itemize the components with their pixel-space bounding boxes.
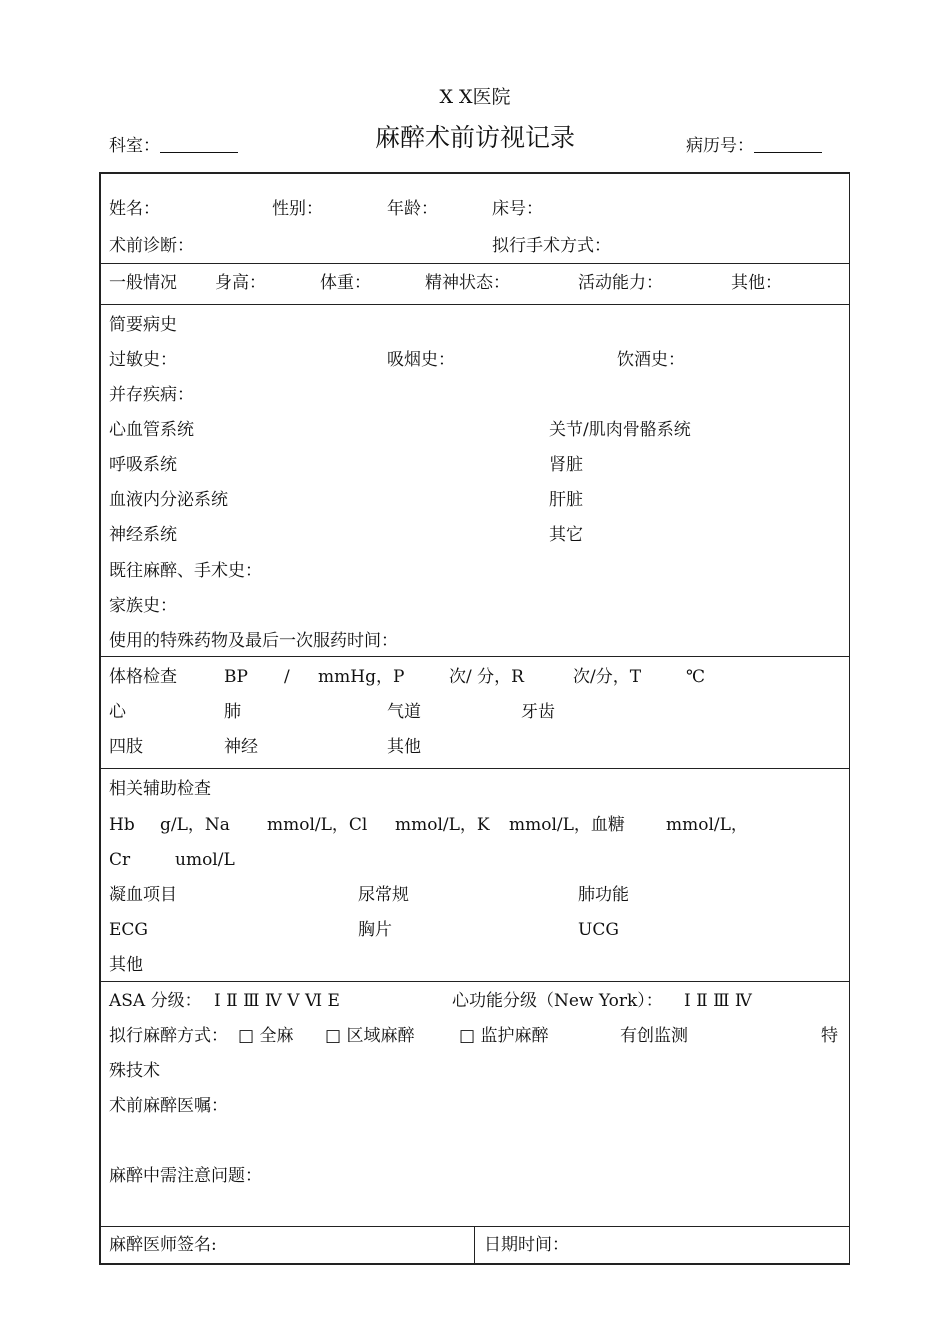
neuro-field[interactable]: 神经系统 [109, 525, 177, 545]
weight-field[interactable]: 体重： [320, 273, 371, 293]
glucose-unit-label: mmol/L， [666, 815, 748, 835]
hospital-name: X X医院 [439, 86, 511, 108]
datetime-field[interactable]: 日期时间： [484, 1235, 569, 1255]
name-field[interactable]: 姓名： [109, 199, 160, 219]
preop-orders-field[interactable]: 术前麻醉医嘱： [109, 1096, 228, 1116]
diagnosis-field[interactable]: 术前诊断： [109, 236, 194, 256]
smoking-field[interactable]: 吸烟史： [387, 350, 455, 370]
bp-label[interactable]: BP [224, 667, 248, 687]
asa-label: ASA 分级： [109, 991, 202, 1011]
exam-label: 体格检查 [109, 667, 177, 687]
teeth-field[interactable]: 牙齿 [521, 702, 555, 722]
gender-field[interactable]: 性别： [272, 199, 323, 219]
department-field[interactable] [109, 136, 238, 156]
coag-field[interactable]: 凝血项目 [109, 885, 177, 905]
airway-field[interactable]: 气道 [387, 702, 421, 722]
invasive-monitoring-label[interactable]: 有创监测 [620, 1026, 688, 1046]
mmhg-pulse-label[interactable]: mmHg，P [318, 667, 405, 687]
intraop-notes-field[interactable]: 麻醉中需注意问题： [109, 1166, 262, 1186]
cr-label[interactable]: Cr [109, 850, 131, 870]
record-number-label: 病历号： [686, 136, 754, 156]
prev-anesthesia-field[interactable]: 既往麻醉、手术史： [109, 561, 262, 581]
lung-field[interactable]: 肺 [224, 702, 241, 722]
kidney-field[interactable]: 肾脏 [549, 455, 583, 475]
pulse-unit-label[interactable]: 次/ 分，R [449, 667, 524, 687]
record-number-field[interactable] [686, 136, 822, 156]
lung-function-field[interactable]: 肺功能 [578, 885, 629, 905]
anesthesia-plan-label: 拟行麻醉方式： [109, 1026, 228, 1046]
heart-field[interactable]: 心 [109, 702, 126, 722]
aux-title: 相关辅助检查 [109, 779, 211, 799]
comorbid-label: 并存疾病： [109, 385, 194, 405]
blood-endo-field[interactable]: 血液内分泌系统 [109, 490, 228, 510]
general-other-field[interactable]: 其他： [731, 273, 782, 293]
cr-unit-label: umol/L [175, 850, 235, 870]
urine-field[interactable]: 尿常规 [358, 885, 409, 905]
aux-other-field[interactable]: 其他 [109, 955, 143, 975]
celsius-label: ℃ [686, 667, 706, 687]
special-drugs-field[interactable]: 使用的特殊药物及最后一次服药时间： [109, 631, 398, 651]
ucg-field[interactable]: UCG [578, 920, 619, 940]
family-history-field[interactable]: 家族史： [109, 596, 177, 616]
history-title: 简要病史 [109, 315, 177, 335]
monitored-anesthesia-checkbox[interactable]: □ 监护麻醉 [459, 1026, 549, 1046]
drinking-field[interactable]: 饮酒史： [617, 350, 685, 370]
bed-field[interactable]: 床号： [492, 199, 543, 219]
cl-unit-k-label[interactable]: mmol/L，K [395, 815, 490, 835]
chest-xray-field[interactable]: 胸片 [358, 920, 392, 940]
regional-anesthesia-checkbox[interactable]: □ 区域麻醉 [325, 1026, 415, 1046]
hb-unit-na-label[interactable]: g/L，Na [160, 815, 230, 835]
asa-grades[interactable]: Ⅰ Ⅱ Ⅲ Ⅳ Ⅴ Ⅵ E [214, 991, 340, 1011]
allergy-field[interactable]: 过敏史： [109, 350, 177, 370]
limbs-field[interactable]: 四肢 [109, 737, 143, 757]
na-unit-cl-label[interactable]: mmol/L，Cl [267, 815, 368, 835]
mental-field[interactable]: 精神状态： [425, 273, 510, 293]
liver-field[interactable]: 肝脏 [549, 490, 583, 510]
nerve-field[interactable]: 神经 [224, 737, 258, 757]
joint-field[interactable]: 关节/肌肉骨骼系统 [549, 420, 691, 440]
resp-unit-label[interactable]: 次/分，T [573, 667, 642, 687]
special-technique-label-part2[interactable]: 殊技术 [109, 1061, 160, 1081]
k-unit-glucose-label[interactable]: mmol/L，血糖 [509, 815, 625, 835]
general-label: 一般情况 [109, 273, 177, 293]
height-field[interactable]: 身高： [215, 273, 266, 293]
cardio-field[interactable]: 心血管系统 [109, 420, 194, 440]
department-label: 科室： [109, 136, 160, 156]
signature-field[interactable]: 麻醉医师签名: [109, 1235, 217, 1255]
planned-surgery-field[interactable]: 拟行手术方式： [492, 236, 611, 256]
resp-field[interactable]: 呼吸系统 [109, 455, 177, 475]
activity-field[interactable]: 活动能力： [578, 273, 663, 293]
heart-function-grades[interactable]: Ⅰ Ⅱ Ⅲ Ⅳ [684, 991, 752, 1011]
history-other-field[interactable]: 其它 [549, 525, 583, 545]
hb-label[interactable]: Hb [109, 815, 135, 835]
ecg-field[interactable]: ECG [109, 920, 148, 940]
age-field[interactable]: 年龄： [387, 199, 438, 219]
heart-function-label: 心功能分级（New York）： [452, 991, 663, 1011]
bp-slash: / [284, 667, 290, 687]
exam-other-field[interactable]: 其他 [387, 737, 421, 757]
general-anesthesia-checkbox[interactable]: □ 全麻 [238, 1026, 294, 1046]
page-title: 麻醉术前访视记录 [374, 123, 575, 152]
special-technique-label-part1[interactable]: 特 [821, 1026, 838, 1046]
